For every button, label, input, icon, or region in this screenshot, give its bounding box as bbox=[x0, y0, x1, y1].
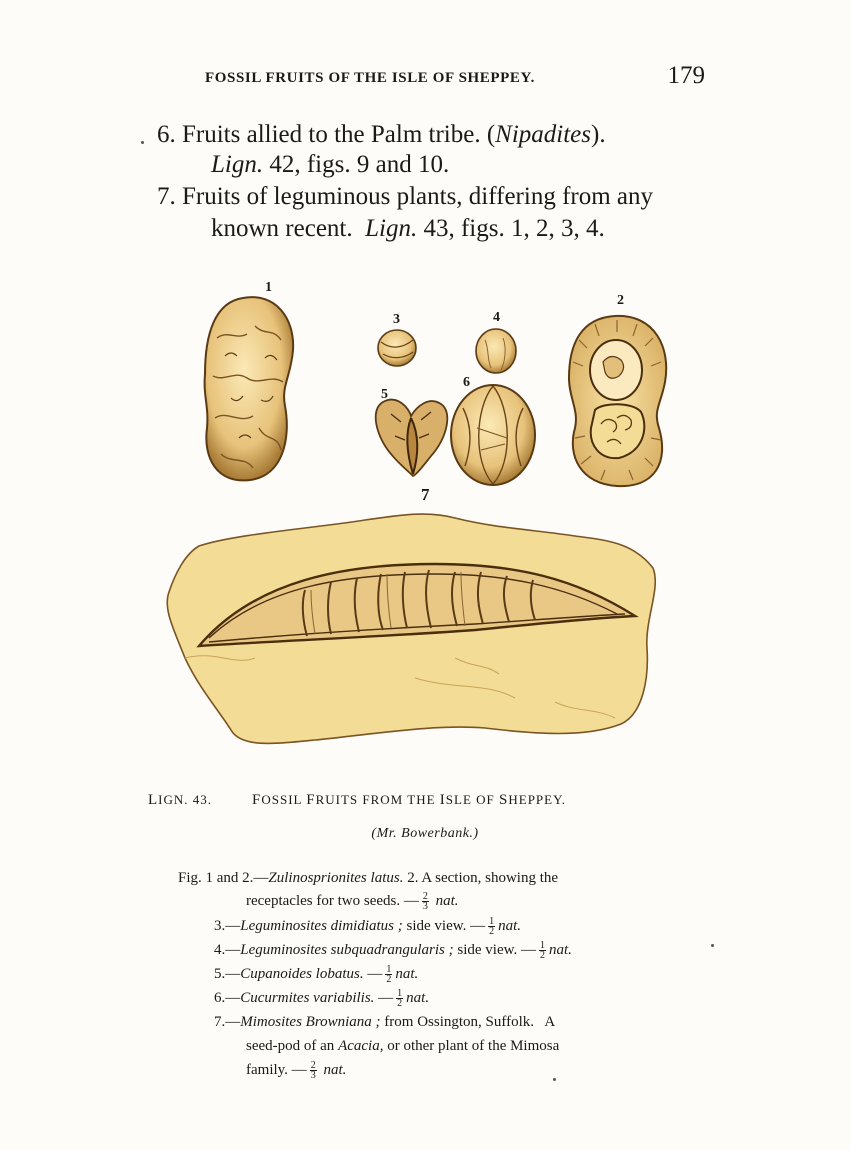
legend-text: from Ossington, Suffolk. A bbox=[380, 1014, 556, 1030]
species-name: Mimosites Browniana ; bbox=[240, 1014, 381, 1030]
legend-ref: 5.— bbox=[214, 966, 241, 982]
legend-text: or other plant of the Mimosa bbox=[383, 1038, 560, 1054]
legend-ref: 6.— bbox=[214, 990, 241, 1006]
legend-line-7 bbox=[214, 1012, 555, 1032]
legend-text: side view. — bbox=[402, 918, 486, 934]
fraction-denominator: 2 bbox=[539, 950, 545, 962]
print-speck bbox=[553, 1078, 556, 1081]
lign-initial: L bbox=[148, 792, 159, 808]
species-name: Cucurmites variabilis. bbox=[240, 990, 375, 1006]
fig-label-2: 2 bbox=[617, 293, 624, 308]
nat-label: nat. bbox=[406, 990, 430, 1006]
fraction-denominator: 3 bbox=[422, 901, 428, 913]
plate-credit: (Mr. Bowerbank.) bbox=[371, 826, 479, 841]
fraction bbox=[488, 917, 495, 936]
item-text: Fruits of leguminous plants, differing from any bbox=[182, 183, 654, 210]
legend-ref: 3.— bbox=[214, 918, 241, 934]
fig-label-5: 5 bbox=[381, 387, 388, 402]
nat-label: nat. bbox=[395, 966, 419, 982]
plate-title bbox=[252, 792, 566, 809]
fraction bbox=[310, 1061, 317, 1080]
fig-label-7: 7 bbox=[421, 485, 430, 504]
lign-number bbox=[148, 792, 212, 809]
nat-label: nat. bbox=[323, 1062, 347, 1078]
legend-line-2 bbox=[246, 891, 459, 911]
legend-text: receptacles for two seeds. — bbox=[246, 893, 419, 909]
fraction-numerator: 1 bbox=[397, 988, 403, 1000]
fig-ref: 42, figs. 9 and 10. bbox=[263, 151, 450, 178]
title-initial: F bbox=[306, 792, 316, 808]
fraction bbox=[396, 989, 403, 1008]
legend-text: seed-pod of an bbox=[246, 1038, 339, 1054]
legend-text: family. — bbox=[246, 1062, 307, 1078]
fraction bbox=[422, 892, 429, 911]
legend-line-4 bbox=[214, 940, 572, 960]
item-number: 7. bbox=[157, 183, 176, 210]
fig-ref: 43, figs. 1, 2, 3, 4. bbox=[417, 215, 605, 242]
fraction bbox=[385, 965, 392, 984]
fraction-denominator: 3 bbox=[310, 1070, 316, 1082]
item-text: Fruits allied to the Palm tribe. ( bbox=[182, 121, 496, 148]
legend-text: side view. — bbox=[453, 942, 536, 958]
genus-name: Nipadites bbox=[495, 121, 591, 148]
fraction-numerator: 2 bbox=[310, 1060, 316, 1072]
legend-text: — bbox=[374, 990, 394, 1006]
running-title: FOSSIL FRUITS OF THE ISLE OF SHEPPEY. bbox=[205, 70, 535, 86]
fraction-numerator: 1 bbox=[386, 964, 392, 976]
title-initial: S bbox=[499, 792, 509, 808]
item-text-end: ). bbox=[591, 121, 606, 148]
fig-label-3: 3 bbox=[393, 312, 400, 327]
species-name: Zulinosprionites latus. bbox=[268, 870, 404, 886]
fig-label-4: 4 bbox=[493, 310, 500, 325]
fraction bbox=[539, 941, 546, 960]
legend-line-5 bbox=[214, 964, 418, 984]
title-initial: F bbox=[252, 792, 262, 808]
fraction-numerator: 2 bbox=[422, 891, 428, 903]
legend-ref: 7.— bbox=[214, 1014, 241, 1030]
legend-line-6 bbox=[214, 988, 429, 1008]
print-speck bbox=[711, 944, 714, 947]
nat-label: nat. bbox=[548, 942, 572, 958]
fossil-fruits-plate bbox=[155, 278, 695, 768]
title-word: RUITS FROM THE bbox=[315, 792, 440, 807]
item-number: 6. bbox=[157, 121, 176, 148]
species-name: Leguminosites subquadrangularis ; bbox=[240, 942, 454, 958]
fraction-denominator: 2 bbox=[397, 998, 403, 1010]
fraction-numerator: 1 bbox=[489, 916, 495, 928]
fig-3-nut bbox=[378, 330, 416, 366]
fraction-denominator: 2 bbox=[489, 926, 495, 938]
fig-7-slab bbox=[167, 514, 655, 743]
legend-line-8 bbox=[246, 1036, 559, 1056]
item-6-line-2 bbox=[211, 148, 449, 182]
item-text: known recent. bbox=[211, 215, 366, 242]
species-name: Leguminosites dimidiatus ; bbox=[240, 918, 403, 934]
legend-line-3 bbox=[214, 916, 521, 936]
legend-line-9 bbox=[246, 1060, 346, 1080]
item-7-line-1 bbox=[157, 180, 653, 214]
running-header bbox=[205, 62, 705, 96]
page-number: 179 bbox=[667, 62, 705, 89]
fig-6-nut bbox=[451, 385, 535, 485]
title-word: HEPPEY. bbox=[508, 792, 567, 807]
fraction-denominator: 2 bbox=[386, 974, 392, 986]
fig-1-nut bbox=[205, 297, 294, 480]
item-6-line-1 bbox=[157, 118, 606, 152]
legend-ref: Fig. 1 and 2.— bbox=[178, 870, 269, 886]
nat-label: nat. bbox=[498, 918, 522, 934]
fig-label-1: 1 bbox=[265, 280, 272, 295]
species-name: Cupanoides lobatus. bbox=[240, 966, 364, 982]
genus-name: Acacia, bbox=[338, 1038, 384, 1054]
fraction-numerator: 1 bbox=[539, 940, 545, 952]
lign-rest: IGN. 43. bbox=[158, 792, 213, 807]
fig-label-6: 6 bbox=[463, 375, 470, 390]
legend-ref: 4.— bbox=[214, 942, 241, 958]
lign-ref: Lign. bbox=[211, 151, 264, 178]
legend-text: 2. A section, showing the bbox=[403, 870, 559, 886]
lign-ref: Lign. bbox=[365, 215, 418, 242]
legend-line-1 bbox=[178, 868, 558, 888]
fig-4-nut bbox=[476, 329, 516, 373]
title-word: OSSIL bbox=[261, 792, 307, 807]
item-7-line-2 bbox=[211, 212, 605, 246]
print-speck bbox=[141, 141, 144, 144]
legend-text: — bbox=[363, 966, 383, 982]
title-word: SLE OF bbox=[445, 792, 500, 807]
title-initial: I bbox=[439, 792, 446, 808]
fig-2-section bbox=[569, 316, 666, 486]
fig-5-nut bbox=[376, 400, 448, 476]
nat-label: nat. bbox=[435, 893, 459, 909]
